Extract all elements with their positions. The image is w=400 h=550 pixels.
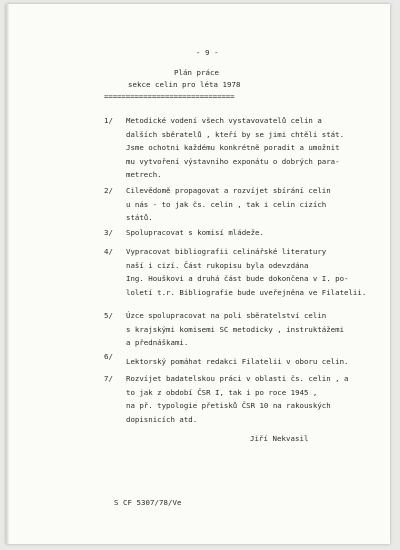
item-3-number: 3/ <box>104 228 113 237</box>
item-7-line: to jak z období ČSR I, tak i po roce 1945 , <box>126 387 318 397</box>
item-4-text <box>126 245 366 299</box>
item-6-line: Lektorský pomáhat redakci Filatelii v oboru celin. <box>126 357 349 366</box>
item-2-line: států. <box>126 213 153 222</box>
item-1-text <box>126 114 344 182</box>
item-3-line: Spolupracovat s komisí mládeže. <box>126 228 264 237</box>
item-4-line: Ing. Houškovi a druhá část bude dokončena v I. po- <box>126 274 349 283</box>
item-5-line: a přednáškami. <box>126 338 189 347</box>
item-2-line: u nás - to jak čs. celin , tak i celin cizích <box>126 199 327 209</box>
item-2-number: 2/ <box>104 186 113 195</box>
reference-number: S CF 5307/78/Ve <box>114 498 182 507</box>
document-title: Plán práce <box>174 68 219 77</box>
item-4-line: naší i cizí. Část rukopisu byla odevzdána <box>126 260 309 270</box>
item-2-text <box>126 184 331 225</box>
item-5-line: Úzce spolupracovat na poli sběratelství celin <box>126 311 327 320</box>
item-6-number: 6/ <box>104 352 113 361</box>
item-1-line: mu vytvoření výstavního exponátu o dobrých para- <box>126 156 340 166</box>
item-7-line: Rozvíjet badatelskou práci v oblasti čs. celin , a <box>126 374 349 383</box>
item-1-line: Jsme ochotni každému konkrétně poradit a umožnit <box>126 143 340 152</box>
title-divider: ============================== <box>104 92 235 101</box>
item-7-line: dopisnicích atd. <box>126 414 198 424</box>
item-7-line: na př. typologie přetisků ČSR 10 na rakouských <box>126 401 331 410</box>
item-3-text <box>126 226 264 240</box>
item-1-number: 1/ <box>104 116 113 125</box>
item-2-line: Cilevědomě propagovat a rozvíjet sbírání celin <box>126 186 331 195</box>
item-7-text <box>126 372 348 426</box>
item-4-line: loletí t.r. Bibliografie bude uveřejněna ve Filatelii. <box>126 287 367 297</box>
item-4-line: Vypracovat bibliografii celinářské literatury <box>126 247 327 256</box>
item-5-text <box>126 309 344 350</box>
item-5-line: s krajskými komisemi SC metodicky , instruktážemi <box>126 324 345 334</box>
item-5-number: 5/ <box>104 311 113 320</box>
item-1-line: dalších sběratelů , kteří by se jimi chtěli stát. <box>126 129 345 139</box>
item-1-line: Metodické vodení všech vystavovatelů celin a <box>126 116 322 125</box>
document-subtitle: sekce celin pro léta 1978 <box>128 80 241 89</box>
page-edge-shadow <box>6 4 9 544</box>
item-1-line: metrech. <box>126 170 162 179</box>
document-page <box>6 4 390 544</box>
item-7-number: 7/ <box>104 374 113 383</box>
item-6-text <box>126 355 348 369</box>
signature: Jiří Nekvasil <box>250 434 309 443</box>
page-number: - 9 - <box>196 48 219 57</box>
item-4-number: 4/ <box>104 247 113 256</box>
